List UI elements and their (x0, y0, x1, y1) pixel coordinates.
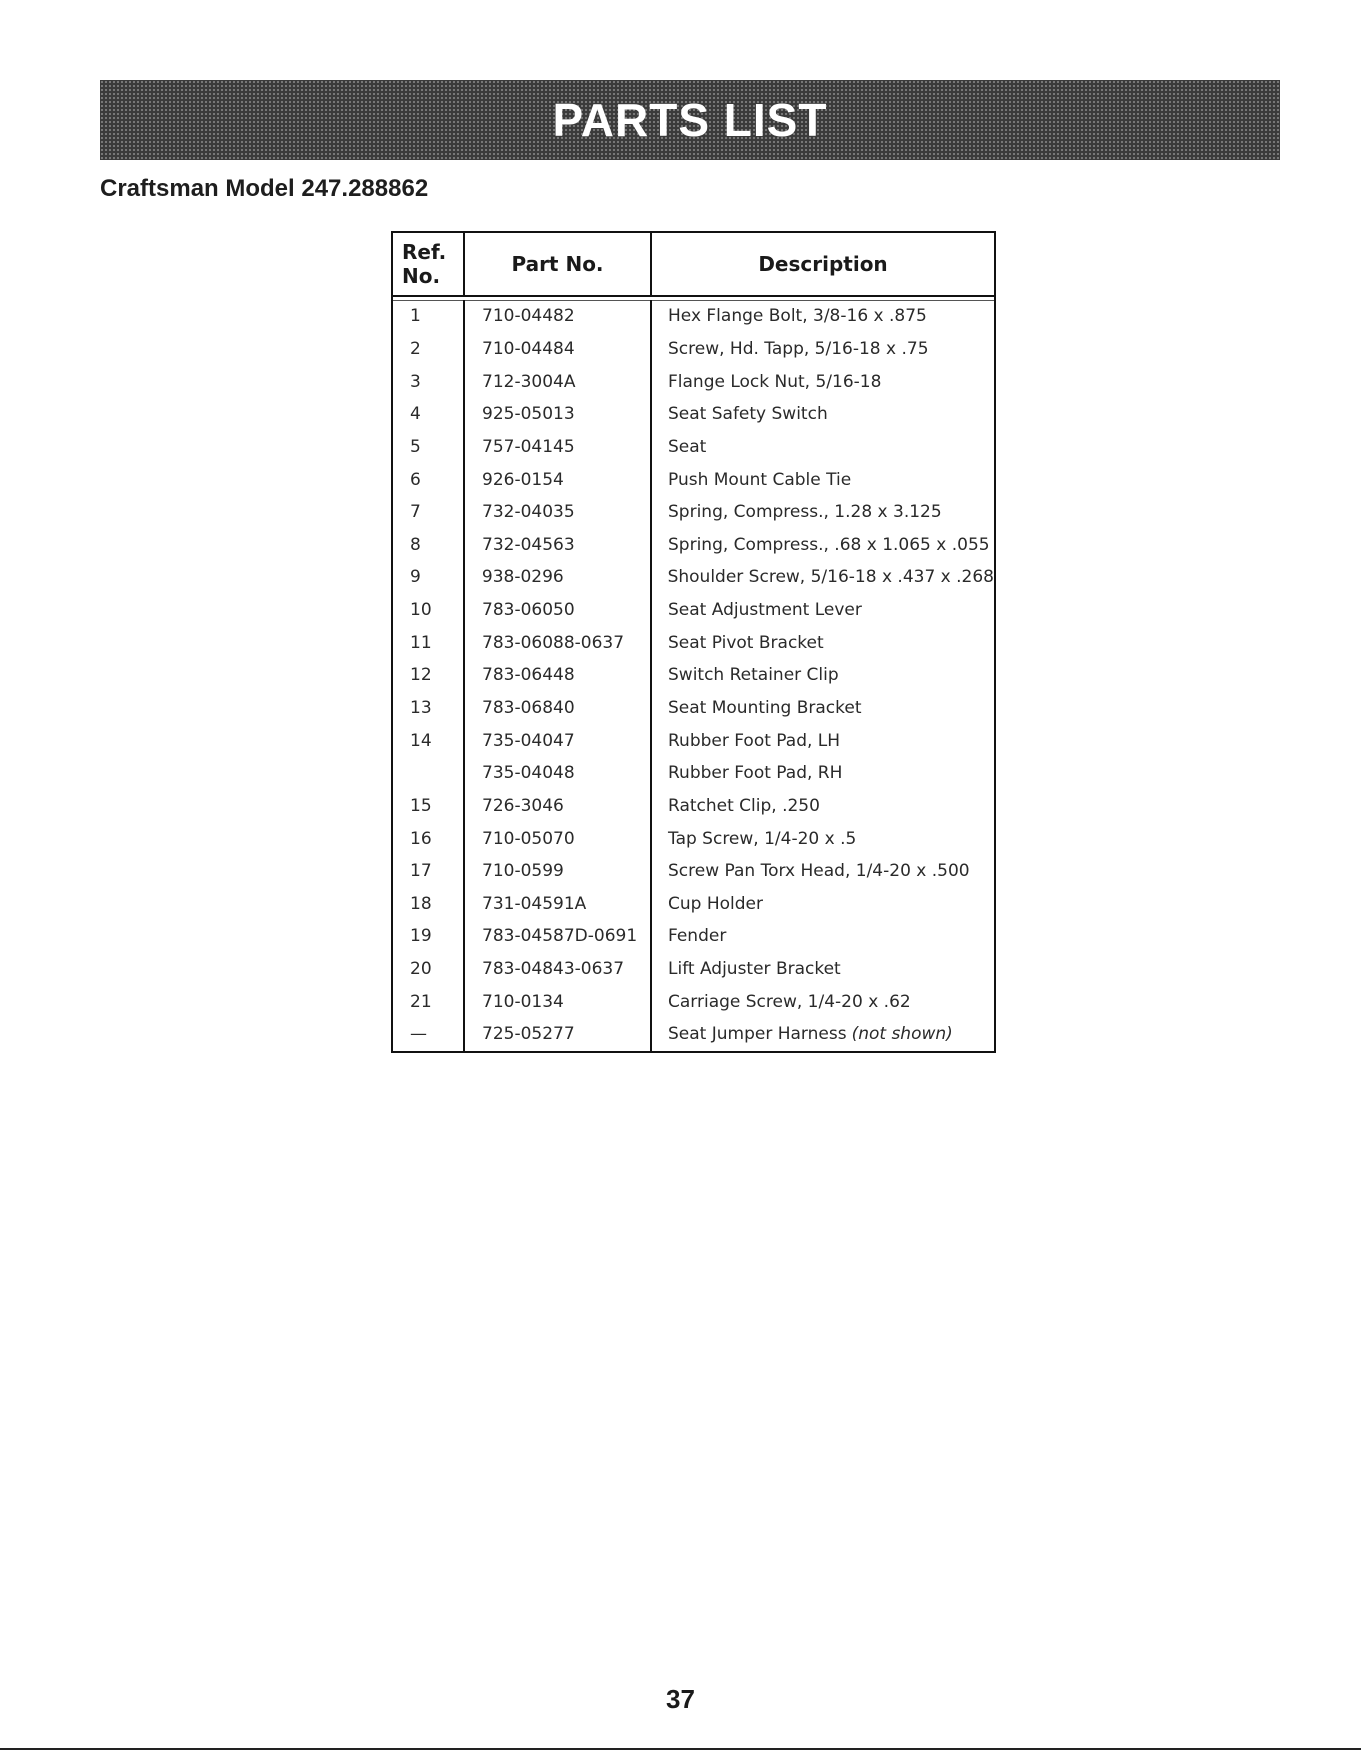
ref-no-cell: 2 (393, 333, 465, 366)
ref-no-cell: 10 (393, 594, 465, 627)
description-cell (652, 398, 994, 431)
description-text: Hex Flange Bolt, 3/8-16 x .875 (668, 306, 927, 327)
parts-list-banner (100, 80, 1280, 160)
ref-no-cell: 19 (393, 920, 465, 953)
description-cell (652, 1018, 994, 1051)
part-no-cell: 783-06050 (465, 594, 652, 627)
description-text: Seat Mounting Bracket (668, 698, 862, 718)
part-no-cell: 783-06088-0637 (465, 626, 652, 659)
description-text: Seat Pivot Bracket (668, 632, 824, 653)
ref-no-cell (393, 757, 465, 790)
description-cell (652, 659, 994, 692)
table-row (393, 953, 994, 986)
description-cell (652, 594, 994, 627)
table-row (393, 1018, 994, 1051)
bottom-rule (0, 1748, 1361, 1750)
description-text: Seat Jumper Harness (668, 1024, 847, 1045)
part-no-cell: 757-04145 (465, 431, 652, 464)
description-text: Cup Holder (668, 893, 763, 914)
table-row (393, 724, 994, 757)
description-cell (652, 757, 994, 790)
header-part-no: Part No. (465, 233, 652, 295)
description-cell (652, 822, 994, 855)
description-text: Carriage Screw, 1/4-20 x .62 (668, 991, 911, 1012)
ref-no-cell: 18 (393, 888, 465, 921)
description-cell (652, 953, 994, 986)
table-row (393, 626, 994, 659)
description-cell (652, 855, 994, 888)
part-no-cell: 710-04482 (465, 300, 652, 333)
description-cell (652, 496, 994, 529)
header-description: Description (758, 252, 888, 276)
ref-no-cell: 15 (393, 790, 465, 823)
table-row (393, 333, 994, 366)
ref-no-cell: 5 (393, 431, 465, 464)
table-header (393, 233, 994, 297)
ref-no-cell: 4 (393, 398, 465, 431)
table-row (393, 365, 994, 398)
page-number: 37 (666, 1684, 695, 1714)
part-no-cell: 710-04484 (465, 333, 652, 366)
description-text: Fender (668, 926, 727, 947)
description-text: Switch Retainer Clip (668, 665, 839, 686)
description-text: Ratchet Clip, .250 (668, 795, 820, 816)
table-row (393, 692, 994, 725)
description-text: Shoulder Screw, 5/16-18 x .437 x .268 (667, 567, 994, 588)
table-body (393, 297, 994, 1051)
header-ref-line1: Ref. (402, 240, 447, 264)
description-cell (652, 985, 994, 1018)
description-cell (652, 724, 994, 757)
description-text: Seat (668, 436, 707, 457)
ref-no-cell: 1 (393, 300, 465, 333)
ref-no-cell: 3 (393, 365, 465, 398)
parts-table (391, 231, 996, 1053)
header-ref-no (393, 233, 465, 295)
description-cell (652, 561, 994, 594)
part-no-cell: 926-0154 (465, 463, 652, 496)
table-row (393, 985, 994, 1018)
description-text: Flange Lock Nut, 5/16-18 (668, 371, 882, 392)
ref-no-cell: 14 (393, 724, 465, 757)
description-text: Seat Safety Switch (668, 404, 828, 425)
ref-no-cell: 20 (393, 953, 465, 986)
table-row (393, 888, 994, 921)
banner-title: PARTS LIST (552, 94, 828, 146)
part-no-cell: 783-06448 (465, 659, 652, 692)
ref-no-cell: 8 (393, 528, 465, 561)
part-no-cell: 731-04591A (465, 888, 652, 921)
ref-no-cell: 6 (393, 463, 465, 496)
description-text: Seat Adjustment Lever (668, 600, 862, 621)
ref-no-cell: 12 (393, 659, 465, 692)
table-row (393, 920, 994, 953)
table-row (393, 398, 994, 431)
description-cell (652, 333, 994, 366)
part-no-cell: 783-04587D-0691 (465, 920, 652, 953)
part-no-cell: 925-05013 (465, 398, 652, 431)
part-no-cell: 938-0296 (465, 561, 652, 594)
ref-no-cell: — (393, 1018, 465, 1051)
description-cell (652, 463, 994, 496)
part-no-cell: 710-0599 (465, 855, 652, 888)
description-cell (652, 365, 994, 398)
table-row (393, 790, 994, 823)
part-no-cell: 726-3046 (465, 790, 652, 823)
description-text: Lift Adjuster Bracket (668, 959, 841, 980)
ref-no-cell: 16 (393, 822, 465, 855)
description-cell (652, 888, 994, 921)
ref-no-cell: 11 (393, 626, 465, 659)
description-text: Spring, Compress., 1.28 x 3.125 (668, 502, 942, 523)
model-heading: Craftsman Model 247.288862 (100, 175, 429, 202)
part-no-cell: 732-04563 (465, 528, 652, 561)
part-no-cell: 710-05070 (465, 822, 652, 855)
table-row (393, 561, 994, 594)
description-text: Tap Screw, 1/4-20 x .5 (668, 828, 857, 849)
part-no-cell: 725-05277 (465, 1018, 652, 1051)
part-no-cell: 783-04843-0637 (465, 953, 652, 986)
description-text: Screw, Hd. Tapp, 5/16-18 x .75 (668, 338, 929, 359)
part-no-cell: 735-04047 (465, 724, 652, 757)
table-row (393, 496, 994, 529)
table-row (393, 594, 994, 627)
part-no-cell: 732-04035 (465, 496, 652, 529)
description-text: Rubber Foot Pad, RH (668, 763, 843, 784)
description-cell (652, 431, 994, 464)
table-row (393, 855, 994, 888)
part-no-cell: 712-3004A (465, 365, 652, 398)
part-no-cell: 710-0134 (465, 985, 652, 1018)
description-cell (652, 528, 994, 561)
description-cell (652, 626, 994, 659)
table-row (393, 300, 994, 333)
description-cell (652, 790, 994, 823)
description-cell (652, 920, 994, 953)
description-text: Rubber Foot Pad, LH (668, 730, 841, 751)
description-text: Spring, Compress., .68 x 1.065 x .055 (668, 534, 990, 555)
table-row (393, 528, 994, 561)
table-row (393, 757, 994, 790)
description-text: Push Mount Cable Tie (668, 469, 852, 490)
header-ref-line2: No. (402, 264, 441, 288)
table-row (393, 463, 994, 496)
description-text: Screw Pan Torx Head, 1/4-20 x .500 (668, 861, 970, 882)
table-row (393, 822, 994, 855)
table-row (393, 659, 994, 692)
ref-no-cell: 13 (393, 692, 465, 725)
part-no-cell: 735-04048 (465, 757, 652, 790)
description-cell (652, 300, 994, 333)
ref-no-cell: 17 (393, 855, 465, 888)
ref-no-cell: 7 (393, 496, 465, 529)
ref-no-cell: 21 (393, 985, 465, 1018)
description-note: (not shown) (851, 1024, 953, 1045)
part-no-cell: 783-06840 (465, 692, 652, 725)
table-row (393, 431, 994, 464)
description-cell (652, 692, 994, 725)
ref-no-cell: 9 (393, 561, 465, 594)
